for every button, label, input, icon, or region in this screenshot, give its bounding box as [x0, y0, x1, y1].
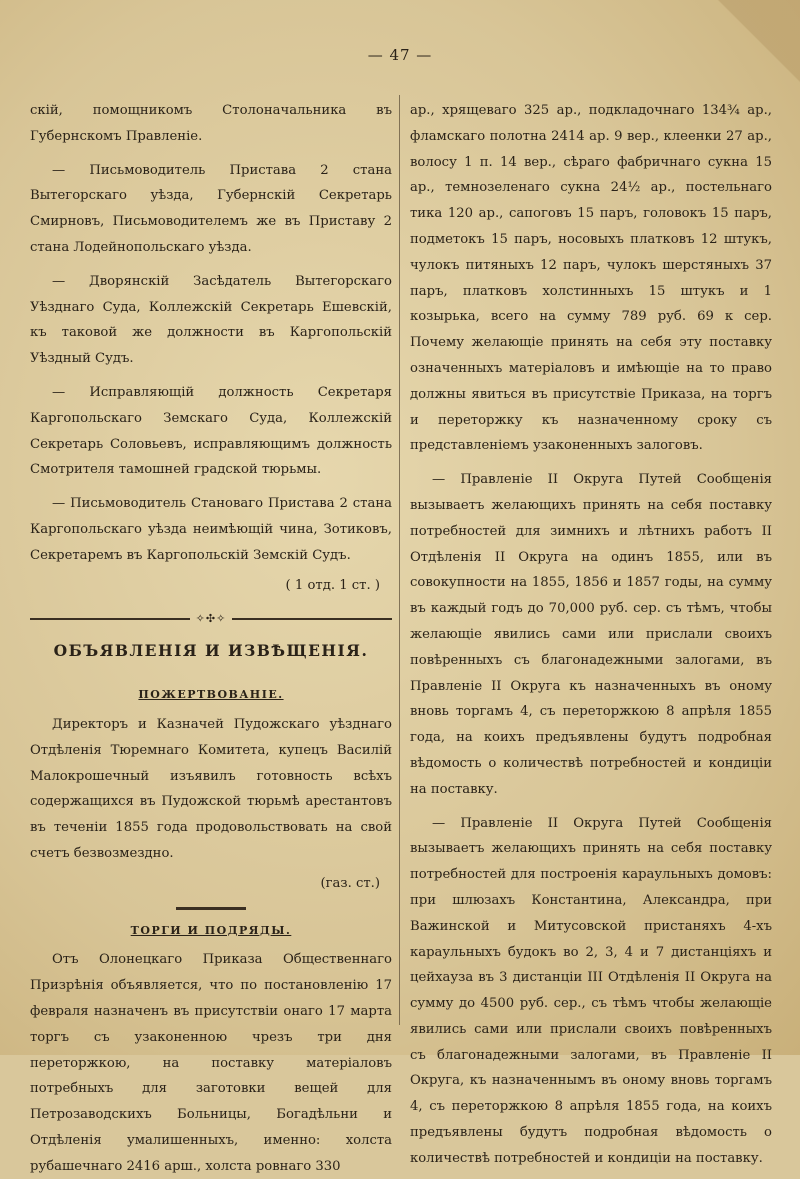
- donation-heading: ПОЖЕРТВОВАНІЕ.: [138, 688, 284, 702]
- appointment-solovyev: — Исправляющій должность Секретаря Каргопольскаго Земскаго Суда, Коллежскій Секретарь Соловьевъ, исправляющимъ должность Смотрителя тамошней градской тюрьмы.: [30, 384, 392, 478]
- donation-source-note: (газ. ст.): [320, 875, 380, 891]
- right-column: [410, 98, 772, 1172]
- tender-notice-roads-supplies: — Правленіе II Округа Путей Сообщенія вызываетъ желающихъ принять на себя поставку потребностей для зимнихъ и лѣтнихъ работъ II Отдѣленія II Округа на одинъ 1855, или въ совокупности на 1855, 1856 и 1857 годы, на сумму въ каждый годъ до 70,000 руб. сер. съ тѣмъ, чтобы желающіе явились сами или прислали своихъ повѣренныхъ съ благонадежными залогами, въ Правленіе II Округа къ назначенныхъ въ оному вновь торгамъ 4, съ переторжкою 8 апрѣля 1855 года, на коихъ предъявлены будутъ подробная вѣдомость о количествѣ потребностей и кондиціи на поставку.: [410, 472, 772, 797]
- tender-notice-olonets: Отъ Олонецкаго Приказа Общественнаго Призрѣнія объявляется, что по постановленію 17 февраля назначенъ въ присутствіи онаго 17 марта торгъ съ узаконенною чрезъ три дня переторжкою, на поставку матеріаловъ потребныхъ для заготовки вещей для Петрозаводскихъ Больницы, Богадѣльни и Отдѣленія умалишенныхъ, именно: холста рубашечнаго 2416 арш., холста ровнаго 330: [30, 952, 392, 1174]
- folded-corner: [710, 0, 800, 90]
- appointment-smirnov: — Письмоводитель Пристава 2 стана Вытегорскаго уѣзда, Губернскій Секретарь Смирновъ, Письмоводителемъ же въ Приставу 2 стана Лодейнопольскаго уѣзда.: [30, 162, 392, 255]
- ornamental-rule: ✧✣✧: [30, 612, 392, 626]
- tender-notice-continued: ар., хрящеваго 325 ар., подкладочнаго 134¾ ар., фламскаго полотна 2414 ар. 9 вер., клеенки 27 ар., волосу 1 п. 14 вер., сѣраго фабричнаго сукна 15 ар., темнозеленаго сукна 24½ ар., постельнаго тика 120 ар., сапоговъ 15 паръ, головокъ 15 паръ, подметокъ 15 паръ, носовыхъ платковъ 12 штукъ, чулокъ питяныхъ 12 паръ, чулокъ шерстяныхъ 37 паръ, платковъ холстинныхъ 15 штукъ и 1 козырька, всего на сумму 789 руб. 69 к сер. Почему желающіе принять на себя эту поставку означенныхъ матеріаловъ и имѣющіе на то право должны явиться въ присутствіе Приказа, на торгъ и переторжку къ назначенному сроку съ представленіемъ узаконенныхъ залоговъ.: [410, 103, 772, 454]
- appointment-continued: скій, помощникомъ Столоначальника въ Губернскомъ Правленіе.: [30, 103, 392, 144]
- column-divider: [399, 95, 400, 1025]
- tenders-heading: ТОРГИ И ПОДРЯДЫ.: [130, 923, 292, 937]
- left-column: [30, 98, 392, 1179]
- tender-notice-guardhouses: — Правленіе II Округа Путей Сообщенія вызываетъ желающихъ принять на себя поставку потребностей для построенія караульныхъ домовъ: при шлюзахъ Константина, Александра, при Важинской и Митусовской пристаняхъ 4-хъ караульныхъ будокъ во 2, 3, 4 и 7 дистанціяхъ и цейхауза въ 3 дистанціи III Отдѣленія II Округа на сумму до 4500 руб. сер., съ тѣмъ чтобы желающіе явились сами или прислали своихъ повѣренныхъ съ благонадежными залогами, въ Правленіе II Округа, къ назначеннымъ въ оному вновь торгамъ 4, съ переторжкою 8 апрѣля 1855 года, на коихъ предъявлены будутъ подробная вѣдомость о количествѣ потребностей и кондиціи на поставку.: [410, 815, 772, 1166]
- page-number: — 47 —: [367, 46, 433, 64]
- appointment-zotikov: — Письмоводитель Становаго Пристава 2 стана Каргопольскаго уѣзда неимѣющій чина, Зотиковъ, Секретаремъ въ Каргопольскій Земскій Судъ.: [30, 496, 392, 563]
- small-ornament: [176, 907, 246, 910]
- appointment-eshevsky: — Дворянскій Засѣдатель Вытегорскаго Уѣзднаго Суда, Коллежскій Секретарь Ешевскій, къ таковой же должности въ Каргопольскій Уѣздный Судъ.: [30, 273, 392, 367]
- section-source-note: ( 1 отд. 1 ст. ): [285, 577, 380, 593]
- announcements-heading: ОБЪЯВЛЕНІЯ И ИЗВѢЩЕНІЯ.: [53, 641, 369, 661]
- donation-notice: Директоръ и Казначей Пудожскаго уѣзднаго Отдѣленія Тюремнаго Комитета, купецъ Василій Малокрошечный изъявилъ готовность всѣхъ содержащихся въ Пудожской тюрьмѣ арестантовъ въ теченіи 1855 года продовольствовать на свой счетъ безвозмездно.: [30, 716, 392, 861]
